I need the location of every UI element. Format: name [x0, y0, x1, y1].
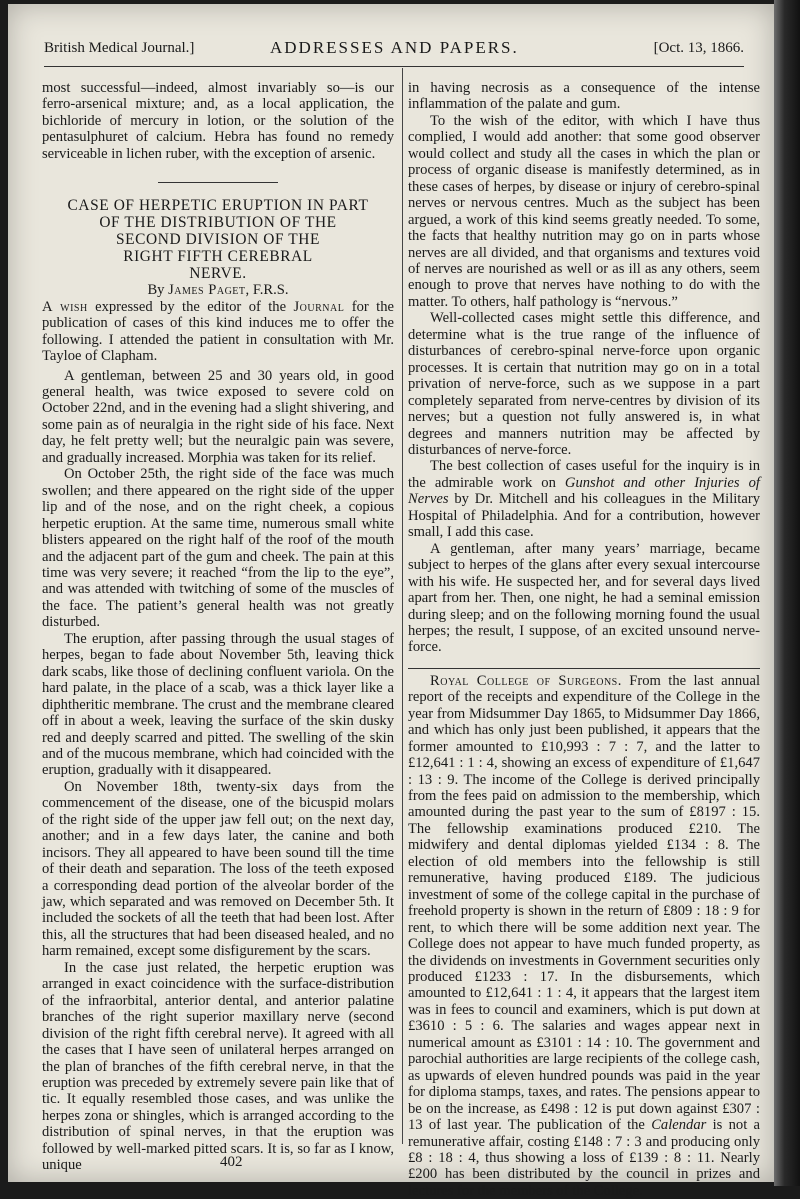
byline-by: By [147, 282, 165, 299]
article-paragraph-1 [42, 299, 394, 365]
article-title [42, 197, 394, 282]
journal-word: Journal [293, 298, 345, 315]
byline [42, 282, 394, 298]
calendar-word: Calendar [651, 1117, 707, 1134]
article-paragraph-3: On October 25th, the right side of the face was much swollen; and there appeared on the right side of the upper lip and of the nose, and on the right cheek, a copious herpetic eruption. At the same time, numerous small white blisters appeared on the right half of the roof of the mouth and the adjacent part of the gum and cheek. The pain at this time was very severe; it reached “from the lip to the eye”, and was attended with twitching of some of the muscles of the face. The patient’s general health was not greatly disturbed. [42, 466, 394, 631]
rcs-paragraph [408, 673, 760, 1199]
running-header [44, 38, 744, 64]
article-paragraph-2: A gentleman, between 25 and 30 years old, in good general health, was twice exposed to severe cold on October 22nd, and in the evening had a slight shivering, and some pain as of neuralgia in the right side of his face. Next day, he felt pretty well; but the neuralgic pain was severe, and gradually increased. Morphia was taken for its relief. [42, 367, 394, 466]
article-paragraph-5: On November 18th, twenty-six days from the commencement of the disease, one of the bicuspid molars of the right side of the upper jaw fell out; on the next day, another; and in a few days later, the canine and both incisors. They all appeared to have been sound till the time of their death and separation. The loss of the teeth exposed a corresponding dead portion of the alveolar border of the jaw, which separated and was removed on December 5th. It included the sockets of all the teeth that had been lost. After this, all the structures that had been diseased healed, and no harm remained, except some disfigurement by the scars. [42, 778, 394, 960]
issue-date: [Oct. 13, 1866. [653, 40, 744, 56]
section-title: ADDRESSES AND PAPERS. [270, 38, 519, 57]
right-paragraph-5: A gentleman, after many years’ marriage, became subject to herpes of the glans after every sexual intercourse with his wife. He suspected her, and for several days lived apart from her. Then, one night, he had a seminal emission during sleep; and on the following morning found the usual herpes; the result, I suppose, of an excited unsound nerve-force. [408, 540, 760, 656]
rcs-heading: Royal College of Surgeons. [430, 672, 622, 689]
journal-name: British Medical Journal.] [44, 40, 195, 56]
title-line-1: CASE OF HERPETIC ERUPTION IN PART [67, 197, 369, 215]
text-run: for the publication of cases of this kind induces me to offer the following. I attended the patient in consultation with Mr. Tayloe of Clapham. [42, 298, 394, 365]
intro-paragraph: most successful—indeed, almost invariably so—is our ferro-arsenical mixture; and, as a local application, the bichloride of mercury in lotion, or the solution of the pentasulphuret of calcium. Hebra has found no remedy serviceable in lichen ruber, with the exception of arsenic. [42, 80, 394, 162]
page-number: 402 [220, 1154, 243, 1170]
continued-paragraph: in having necrosis as a consequence of the intense inflammation of the palate and gum. [408, 80, 760, 113]
right-column [408, 80, 760, 1199]
title-line-5: NERVE. [189, 265, 247, 283]
author-suffix: , F.R.S. [245, 282, 289, 299]
title-line-2: OF THE DISTRIBUTION OF THE [99, 214, 337, 232]
left-column [42, 80, 394, 1174]
title-line-3: SECOND DIVISION OF THE [115, 231, 321, 249]
journal-page [8, 4, 774, 1199]
text-run: is not a remunerative affair, costing £148 : 7 : 3 and producing only £8 : 18 : 4, thus showing a loss of £139 : 8 : 11. Nearly £200 has been distributed by the council in prizes and lectures for the members of the College. [408, 1117, 760, 1199]
text-run: The best collection of cases useful for the inquiry is in the admirable work on [408, 458, 760, 491]
article-paragraph-4: The eruption, after passing through the usual stages of herpes, began to fade about November 5th, leaving thick dark scabs, like those of declining confluent variola. On the hard palate, in the place of a scab, was a thick layer like a diphtheritic membrane. The crust and the membrane cleared off in about a week, leaving the surface of the skin dusky red and deeply scarred and pitted. The swelling of the skin and of the mucous membrane, which had coincided with the eruption, gradually with it disappeared. [42, 630, 394, 779]
book-title: Gunshot and other Injuries of Nerves [408, 474, 760, 508]
column-divider [402, 68, 403, 1144]
book-binding [774, 0, 800, 1186]
right-paragraph-3: Well-collected cases might settle this difference, and determine what is the true range of the influence of disturbances of cerebro-spinal nerve-force upon organic processes. It is certain that nutrition may go on in a total privation of nerve-force, such as we suppose in a part completely separated from nerve-centres by division of its nerves; but a question not fully answered is, in what degrees and manners nutrition may be affected by disturbances of nerve-force. [408, 310, 760, 458]
text-run: expressed by the editor of the [87, 298, 294, 315]
right-paragraph-2: To the wish of the editor, with which I have thus complied, I would add another: that some good observer would collect and study all the cases in which the plan or process of organic disease is manifestly determined, as in these cases of herpes, by disease or injury of cerebro-spinal nerves or nervous centres. Much as the subject has been argued, a work of this kind seems greatly needed. To some, the facts that healthy nutrition may go on in parts whose nerves are all divided, and that organisms and textures void of nerves are nourished as well or as ill as any others, seem enough to prove that nerves have nothing to do with the matter. To others, half pathology is “nervous.” [408, 112, 760, 310]
title-line-4: RIGHT FIFTH CEREBRAL [123, 248, 313, 266]
author-name: James Paget [168, 282, 246, 299]
opening-words: A wish [42, 298, 88, 315]
text-run: by Dr. Mitchell and his colleagues in the Military Hospital of Philadelphia. And for a contribution, however small, I add this case. [408, 491, 760, 541]
right-paragraph-4 [408, 458, 760, 540]
text-run: From the last annual report of the receipts and expenditure of the College in the year from Midsummer Day 1865, to Midsummer Day 1866, and which has only just been published, it appears that the former amounted to £10,993 : 7 : 7, and the latter to £12,641 : 1 : 4, showing an excess of expenditure of £1,647 : 13 : 9. The income of the College is derived principally from the fees paid on admission to the membership, which amounted during the past year to the sum of £8197 : 15. The fellowship examinations produced £210. The midwifery and dental diplomas yielded £134 : 8. The election of old members into the fellowship is still remunerative, having produced £189. The judicious investment of some of the college capital in the purchase of freehold property is shown in the return of £809 : 18 : 9 for rent, to which there will be some addition next year. The College does not appear to have much funded property, as the dividends on investments in Government securities only produced £1233 : 17. In the disbursements, which amounted to £12,641 : 1 : 4, it appears that the largest item was in fees to council and examiners, which is put down at £3610 : 5 : 6. The salaries and wages appear next in numerical amount as £3101 : 14 : 10. The government and parochial authorities are large recipients of the college cash, as upwards of eleven hundred pounds was paid in the year for diploma stamps, taxes, and rates. The pensions appear to be on the increase, as £498 : 12 is put down against £307 : 13 of last year. The publication of the [408, 672, 761, 1134]
header-rule [44, 66, 744, 67]
article-paragraph-6: In the case just related, the herpetic eruption was arranged in exact coincidence with the surface-distribution of the infraorbital, anterior dental, and anterior palatine branches of the right superior maxillary nerve (second division of the right fifth cerebral nerve). It agreed with all the cases that I have seen of unilateral herpes arranged on the plan of branches of the fifth cerebral nerve, in that the eruption was preceded by extremely severe pain like that of tic. It equally resembled those cases, and was unlike the herpes zona or shingles, which is arranged according to the distribution of spinal nerves, in that the eruption was followed by well-marked pitted scars. It is, so far as I know, unique [42, 959, 394, 1174]
